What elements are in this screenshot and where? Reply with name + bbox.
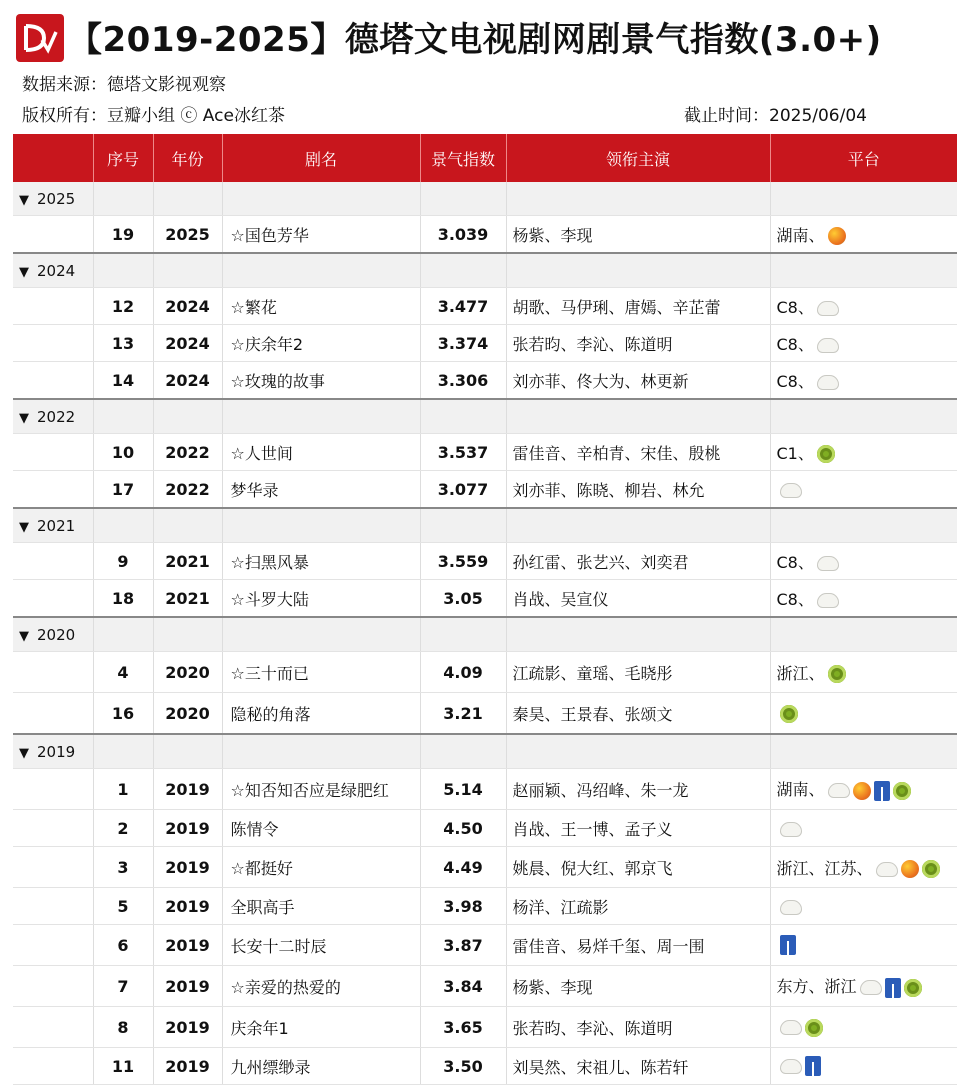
row-platform: [770, 888, 957, 925]
group-empty-cell: [93, 617, 153, 652]
row-name: ☆亲爱的热爱的: [222, 966, 420, 1007]
collapse-triangle-icon[interactable]: ▼: [19, 264, 29, 280]
row-cast: 张若昀、李沁、陈道明: [506, 325, 770, 362]
empty-cell: [13, 1048, 93, 1085]
row-year: 2024: [153, 288, 222, 325]
mango-icon: [901, 860, 919, 878]
group-empty-cell: [93, 734, 153, 769]
swan-icon: [780, 1059, 802, 1074]
group-empty-cell: [506, 253, 770, 288]
empty-cell: [13, 810, 93, 847]
group-row[interactable]: [13, 508, 957, 543]
kiwi-icon: [893, 782, 911, 800]
row-cast: 姚晨、倪大红、郭京飞: [506, 847, 770, 888]
platform-text: 湖南、: [776, 225, 825, 245]
group-toggle[interactable]: [13, 508, 93, 543]
table-row: [13, 810, 957, 847]
row-name: ☆三十而已: [222, 652, 420, 693]
group-toggle[interactable]: [13, 253, 93, 288]
row-cast: 肖战、吴宣仪: [506, 580, 770, 618]
group-empty-cell: [420, 734, 506, 769]
empty-cell: [13, 1007, 93, 1048]
group-toggle[interactable]: [13, 734, 93, 769]
empty-cell: [13, 966, 93, 1007]
group-empty-cell: [770, 734, 957, 769]
row-year: 2022: [153, 434, 222, 471]
col-header-name: 剧名: [222, 134, 420, 182]
group-empty-cell: [153, 617, 222, 652]
row-no: 6: [93, 925, 153, 966]
kiwi-icon: [922, 860, 940, 878]
table-row: [13, 693, 957, 735]
swan-icon: [780, 900, 802, 915]
group-empty-cell: [222, 253, 420, 288]
platform-text: 湖南、: [776, 780, 825, 800]
platform-text: C8、: [776, 371, 814, 391]
collapse-triangle-icon[interactable]: ▼: [19, 628, 29, 644]
swan-icon: [828, 783, 850, 798]
platform-text: 浙江、江苏、: [776, 858, 873, 878]
empty-cell: [13, 925, 93, 966]
row-platform: [770, 1007, 957, 1048]
platform-text: C1、: [776, 443, 814, 463]
collapse-triangle-icon[interactable]: ▼: [19, 519, 29, 535]
row-cast: 胡歌、马伊琍、唐嫣、辛芷蕾: [506, 288, 770, 325]
row-cast: 刘昊然、宋祖儿、陈若轩: [506, 1048, 770, 1085]
platform-text: 浙江、: [776, 663, 825, 683]
platform-text: C8、: [776, 334, 814, 354]
group-toggle[interactable]: [13, 182, 93, 216]
table-row: [13, 1048, 957, 1085]
group-row[interactable]: [13, 734, 957, 769]
row-cast: 雷佳音、易烊千玺、周一围: [506, 925, 770, 966]
col-header-year: 年份: [153, 134, 222, 182]
group-empty-cell: [153, 508, 222, 543]
row-index: 3.039: [420, 216, 506, 254]
group-empty-cell: [770, 399, 957, 434]
table-body: [13, 182, 957, 1085]
kiwi-icon: [828, 665, 846, 683]
group-empty-cell: [222, 617, 420, 652]
row-name: 九州缥缈录: [222, 1048, 420, 1085]
row-cast: 刘亦菲、佟大为、林更新: [506, 362, 770, 400]
empty-cell: [13, 652, 93, 693]
row-index: 3.21: [420, 693, 506, 735]
table-row: [13, 216, 957, 254]
row-no: 5: [93, 888, 153, 925]
row-index: 3.374: [420, 325, 506, 362]
row-year: 2020: [153, 693, 222, 735]
row-cast: 张若昀、李沁、陈道明: [506, 1007, 770, 1048]
row-index: 3.98: [420, 888, 506, 925]
platform-text: C8、: [776, 589, 814, 609]
swan-icon: [817, 593, 839, 608]
table-header-row: [13, 134, 957, 182]
row-index: 3.65: [420, 1007, 506, 1048]
copyright-value: 豆瓣小组 ⓒ Ace冰红茶: [107, 106, 285, 126]
row-index: 5.14: [420, 769, 506, 810]
group-empty-cell: [420, 253, 506, 288]
row-index: 3.84: [420, 966, 506, 1007]
row-cast: 雷佳音、辛柏青、宋佳、殷桃: [506, 434, 770, 471]
group-empty-cell: [153, 182, 222, 216]
table-row: [13, 652, 957, 693]
row-platform: [770, 580, 957, 618]
row-cast: 肖战、王一博、孟子义: [506, 810, 770, 847]
row-index: 3.05: [420, 580, 506, 618]
swan-icon: [860, 980, 882, 995]
group-empty-cell: [93, 253, 153, 288]
group-empty-cell: [222, 182, 420, 216]
group-empty-cell: [506, 399, 770, 434]
row-year: 2019: [153, 1007, 222, 1048]
mango-icon: [853, 782, 871, 800]
row-index: 3.50: [420, 1048, 506, 1085]
empty-cell: [13, 847, 93, 888]
group-empty-cell: [420, 182, 506, 216]
row-year: 2021: [153, 580, 222, 618]
group-year-label: 2022: [37, 407, 76, 426]
row-no: 10: [93, 434, 153, 471]
row-platform: [770, 769, 957, 810]
kiwi-icon: [904, 979, 922, 997]
swan-icon: [817, 375, 839, 390]
row-index: 3.477: [420, 288, 506, 325]
row-name: 陈情令: [222, 810, 420, 847]
group-empty-cell: [770, 617, 957, 652]
group-empty-cell: [153, 734, 222, 769]
row-cast: 江疏影、童瑶、毛晓彤: [506, 652, 770, 693]
table-row: [13, 888, 957, 925]
platform-text: C8、: [776, 297, 814, 317]
group-empty-cell: [153, 253, 222, 288]
group-empty-cell: [222, 508, 420, 543]
row-no: 11: [93, 1048, 153, 1085]
jeans-icon: [885, 978, 901, 998]
table-row: [13, 1007, 957, 1048]
empty-cell: [13, 216, 93, 254]
row-platform: [770, 810, 957, 847]
group-empty-cell: [770, 182, 957, 216]
kiwi-icon: [780, 705, 798, 723]
table-row: [13, 769, 957, 810]
col-header-group: [13, 134, 93, 182]
table-row: [13, 580, 957, 618]
group-year-label: 2019: [37, 742, 76, 761]
row-year: 2019: [153, 966, 222, 1007]
copyright-label: 版权所有：: [22, 106, 107, 126]
empty-cell: [13, 362, 93, 400]
row-name: 隐秘的角落: [222, 693, 420, 735]
jeans-icon: [874, 781, 890, 801]
collapse-triangle-icon[interactable]: ▼: [19, 410, 29, 426]
row-name: ☆扫黑风暴: [222, 543, 420, 580]
group-empty-cell: [153, 399, 222, 434]
table-row: [13, 925, 957, 966]
row-name: ☆庆余年2: [222, 325, 420, 362]
swan-icon: [780, 822, 802, 837]
table-row: [13, 966, 957, 1007]
row-no: 16: [93, 693, 153, 735]
row-name: 梦华录: [222, 471, 420, 509]
row-no: 2: [93, 810, 153, 847]
empty-cell: [13, 543, 93, 580]
row-no: 9: [93, 543, 153, 580]
row-cast: 杨紫、李现: [506, 966, 770, 1007]
group-empty-cell: [506, 617, 770, 652]
row-platform: [770, 288, 957, 325]
jeans-icon: [805, 1056, 821, 1076]
table-row: [13, 362, 957, 400]
empty-cell: [13, 769, 93, 810]
kiwi-icon: [817, 445, 835, 463]
row-year: 2025: [153, 216, 222, 254]
row-name: ☆人世间: [222, 434, 420, 471]
row-year: 2021: [153, 543, 222, 580]
row-name: 全职高手: [222, 888, 420, 925]
group-toggle[interactable]: [13, 617, 93, 652]
source-value: 德塔文影视观察: [107, 75, 226, 95]
table-row: [13, 434, 957, 471]
row-year: 2019: [153, 925, 222, 966]
row-cast: 刘亦菲、陈晓、柳岩、林允: [506, 471, 770, 509]
row-name: 长安十二时辰: [222, 925, 420, 966]
row-year: 2020: [153, 652, 222, 693]
group-year-label: 2024: [37, 261, 76, 280]
collapse-triangle-icon[interactable]: ▼: [19, 192, 29, 208]
empty-cell: [13, 288, 93, 325]
swan-icon: [780, 1020, 802, 1035]
swan-icon: [817, 338, 839, 353]
row-cast: 赵丽颖、冯绍峰、朱一龙: [506, 769, 770, 810]
kiwi-icon: [805, 1019, 823, 1037]
row-platform: [770, 543, 957, 580]
table-row: [13, 288, 957, 325]
group-empty-cell: [222, 734, 420, 769]
row-cast: 杨洋、江疏影: [506, 888, 770, 925]
group-year-label: 2025: [37, 189, 76, 208]
row-no: 7: [93, 966, 153, 1007]
group-empty-cell: [506, 508, 770, 543]
group-empty-cell: [420, 399, 506, 434]
row-name: ☆国色芳华: [222, 216, 420, 254]
platform-text: 东方、浙江: [776, 977, 857, 997]
empty-cell: [13, 888, 93, 925]
group-row[interactable]: [13, 617, 957, 652]
row-no: 4: [93, 652, 153, 693]
cutoff-date: [684, 101, 867, 126]
row-name: 庆余年1: [222, 1007, 420, 1048]
row-no: 13: [93, 325, 153, 362]
group-empty-cell: [93, 399, 153, 434]
row-no: 18: [93, 580, 153, 618]
row-year: 2019: [153, 847, 222, 888]
row-index: 3.077: [420, 471, 506, 509]
swan-icon: [876, 862, 898, 877]
row-year: 2019: [153, 888, 222, 925]
row-name: ☆都挺好: [222, 847, 420, 888]
row-platform: [770, 652, 957, 693]
data-source: [22, 70, 226, 95]
row-no: 17: [93, 471, 153, 509]
row-name: ☆斗罗大陆: [222, 580, 420, 618]
group-row[interactable]: [13, 182, 957, 216]
group-empty-cell: [93, 182, 153, 216]
row-platform: [770, 362, 957, 400]
group-toggle[interactable]: [13, 399, 93, 434]
table-row: [13, 847, 957, 888]
row-no: 19: [93, 216, 153, 254]
row-year: 2019: [153, 1048, 222, 1085]
group-empty-cell: [420, 617, 506, 652]
group-empty-cell: [770, 253, 957, 288]
empty-cell: [13, 580, 93, 618]
logo-icon: [16, 14, 64, 62]
row-index: 4.49: [420, 847, 506, 888]
row-platform: [770, 216, 957, 254]
empty-cell: [13, 325, 93, 362]
drama-index-table: [13, 134, 957, 1085]
table-row: [13, 543, 957, 580]
swan-icon: [817, 556, 839, 571]
col-header-cast: 领衔主演: [506, 134, 770, 182]
row-no: 1: [93, 769, 153, 810]
row-name: ☆知否知否应是绿肥红: [222, 769, 420, 810]
row-name: ☆繁花: [222, 288, 420, 325]
row-no: 3: [93, 847, 153, 888]
group-empty-cell: [93, 508, 153, 543]
group-year-label: 2020: [37, 625, 76, 644]
mango-icon: [828, 227, 846, 245]
empty-cell: [13, 434, 93, 471]
group-empty-cell: [506, 734, 770, 769]
empty-cell: [13, 693, 93, 735]
row-year: 2019: [153, 769, 222, 810]
row-no: 12: [93, 288, 153, 325]
row-index: 3.306: [420, 362, 506, 400]
cutoff-label: 截止时间：: [684, 106, 769, 126]
row-no: 8: [93, 1007, 153, 1048]
row-platform: [770, 434, 957, 471]
group-year-label: 2021: [37, 516, 76, 535]
row-name: ☆玫瑰的故事: [222, 362, 420, 400]
row-platform: [770, 693, 957, 735]
row-platform: [770, 925, 957, 966]
row-no: 14: [93, 362, 153, 400]
group-empty-cell: [222, 399, 420, 434]
jeans-icon: [780, 935, 796, 955]
col-header-no: 序号: [93, 134, 153, 182]
group-empty-cell: [506, 182, 770, 216]
swan-icon: [817, 301, 839, 316]
row-platform: [770, 471, 957, 509]
col-header-index: 景气指数: [420, 134, 506, 182]
row-year: 2022: [153, 471, 222, 509]
row-year: 2024: [153, 325, 222, 362]
row-platform: [770, 847, 957, 888]
row-index: 4.50: [420, 810, 506, 847]
table-row: [13, 325, 957, 362]
table-row: [13, 471, 957, 509]
source-label: 数据来源：: [22, 75, 107, 95]
cutoff-value: 2025/06/04: [769, 106, 867, 126]
group-row[interactable]: [13, 253, 957, 288]
page-header: [0, 0, 970, 134]
swan-icon: [780, 483, 802, 498]
row-cast: 孙红雷、张艺兴、刘奕君: [506, 543, 770, 580]
group-row[interactable]: [13, 399, 957, 434]
row-cast: 秦昊、王景春、张颂文: [506, 693, 770, 735]
row-platform: [770, 325, 957, 362]
row-index: 3.87: [420, 925, 506, 966]
row-platform: [770, 1048, 957, 1085]
row-index: 3.559: [420, 543, 506, 580]
group-empty-cell: [770, 508, 957, 543]
row-index: 4.09: [420, 652, 506, 693]
row-index: 3.537: [420, 434, 506, 471]
row-year: 2024: [153, 362, 222, 400]
platform-text: C8、: [776, 552, 814, 572]
row-year: 2019: [153, 810, 222, 847]
row-platform: [770, 966, 957, 1007]
empty-cell: [13, 471, 93, 509]
row-cast: 杨紫、李现: [506, 216, 770, 254]
group-empty-cell: [420, 508, 506, 543]
copyright: [22, 101, 285, 126]
page-title: 【2019-2025】德塔文电视剧网剧景气指数(3.0+): [68, 20, 882, 60]
col-header-platform: 平台: [770, 134, 957, 182]
collapse-triangle-icon[interactable]: ▼: [19, 745, 29, 761]
